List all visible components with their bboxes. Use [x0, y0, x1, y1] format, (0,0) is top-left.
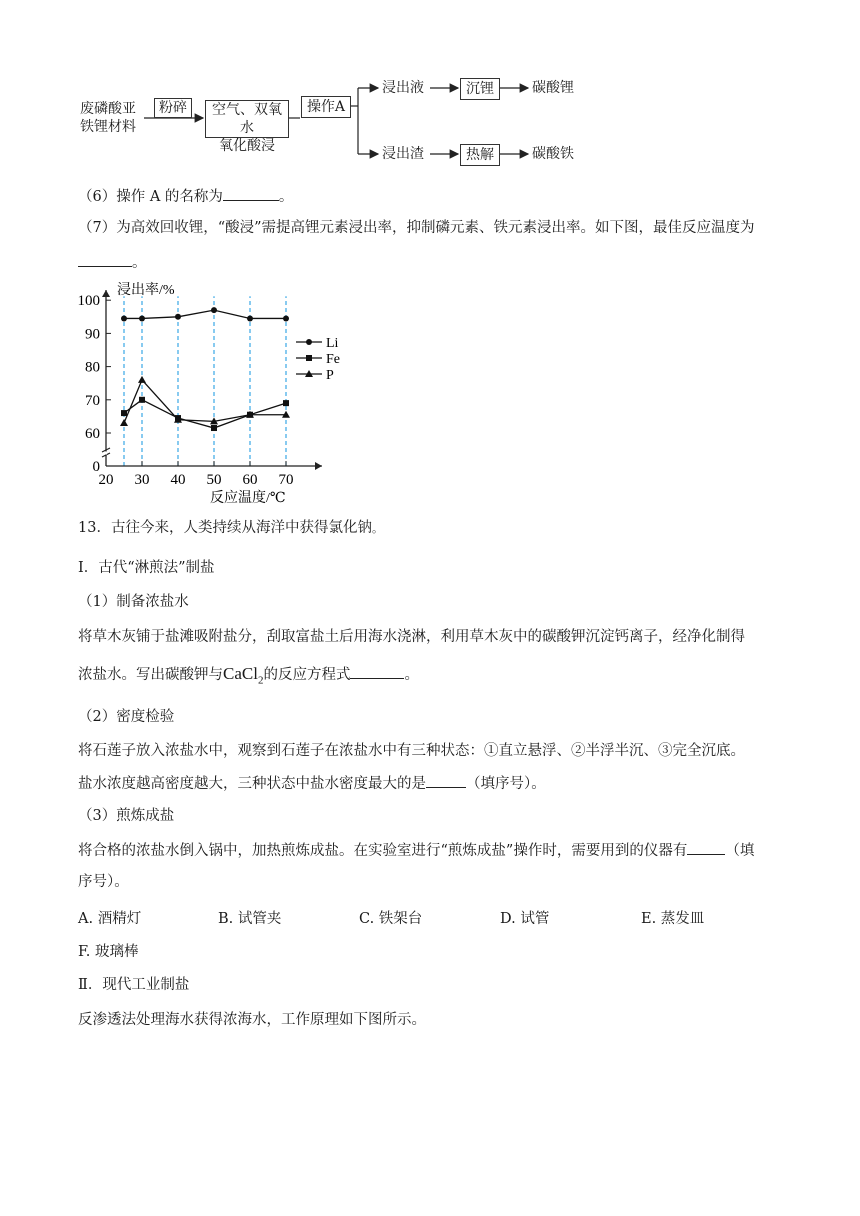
- point-li-3: [211, 307, 217, 313]
- point-li-2: [175, 314, 181, 320]
- point-fe-0: [121, 410, 127, 416]
- y-tick-label-0: 0: [92, 459, 100, 475]
- legend-marker-li: [306, 339, 312, 345]
- part-2-text: 反渗透法处理海水获得浓海水，工作原理如下图所示。: [78, 1012, 426, 1028]
- x-tick-label-3: 50: [206, 472, 222, 488]
- answer-blank-s1[interactable]: [350, 664, 404, 679]
- part-1-heading: Ⅰ．古代“淋煎法”制盐: [78, 560, 215, 576]
- option-b[interactable]: B. 试管夹: [218, 911, 282, 927]
- x-axis-label: 反应温度/℃: [210, 491, 286, 506]
- y-tick-label-4: 90: [85, 326, 100, 343]
- y-axis-label: 浸出率/%: [117, 283, 175, 298]
- formula-cacl2: CaCl$_2$: [223, 664, 264, 687]
- flow-start-material: 废磷酸亚 铁锂材料: [80, 101, 136, 135]
- option-d[interactable]: D. 试管: [500, 911, 550, 927]
- y-tick-label-5: 100: [77, 293, 100, 310]
- step-pyro-box: 热解: [460, 144, 500, 166]
- step-leach-box: 空气、双氧水 氧化酸浸: [205, 100, 289, 138]
- subquestion-3-text: 将合格的浓盐水倒入锅中，加热煎炼成盐。在实验室进行“煎炼成盐”操作时，需要用到的仪器有 （填: [78, 840, 754, 861]
- leach-rate-chart: [70, 276, 360, 508]
- x-tick-label-1: 30: [134, 472, 150, 488]
- point-li-4: [247, 315, 253, 321]
- option-e[interactable]: E. 蒸发皿: [641, 911, 705, 927]
- subquestion-1-text-cont: 浓盐水。写出碳酸钾与CaCl$_2$的反应方程式 。: [78, 664, 419, 687]
- x-tick-label-0: 20: [98, 472, 114, 488]
- subquestion-3-title: （3）煎炼成盐: [78, 808, 175, 824]
- subquestion-1-text: 将草木灰铺于盐滩吸附盐分，刮取富盐土后用海水浇淋，利用草木灰中的碳酸钾沉淀钙离子，经净化制得: [78, 629, 745, 645]
- step-opA-box: 操作A: [301, 96, 351, 118]
- option-a[interactable]: A. 酒精灯: [78, 911, 142, 927]
- legend-label-p: P: [326, 368, 334, 383]
- answer-blank-q7[interactable]: [78, 252, 132, 267]
- option-f[interactable]: F. 玻璃棒: [78, 944, 139, 960]
- x-tick-label-4: 60: [242, 472, 258, 488]
- series-line-p: [124, 380, 286, 423]
- point-fe-3: [211, 425, 217, 431]
- x-axis-arrow: [315, 462, 322, 470]
- point-p-1: [138, 376, 146, 383]
- y-axis-arrow: [102, 290, 110, 297]
- option-c[interactable]: C. 铁架台: [359, 911, 423, 927]
- subquestion-2-title: （2）密度检验: [78, 709, 175, 725]
- residue-label: 浸出渣: [382, 146, 424, 162]
- product-li-label: 碳酸锂: [532, 80, 574, 96]
- series-line-li: [124, 310, 286, 318]
- answer-blank-s3[interactable]: [687, 840, 725, 855]
- legend-label-li: Li: [326, 336, 339, 351]
- flow-connectors: [0, 0, 860, 180]
- question-7: （7）为高效回收锂，“酸浸”需提高锂元素浸出率，抑制磷元素、铁元素浸出率。如下图，最佳反应温度为: [78, 220, 755, 236]
- question-13-title: 13．古往今来，人类持续从海洋中获得氯化钠。: [78, 520, 383, 536]
- part-2-heading: Ⅱ．现代工业制盐: [78, 977, 190, 993]
- point-p-0: [120, 419, 128, 426]
- subquestion-2-text: 将石莲子放入浓盐水中，观察到石莲子在浓盐水中有三种状态：①直立悬浮、②半浮半沉、③完全沉底。: [78, 743, 745, 759]
- answer-blank-q6[interactable]: [223, 186, 279, 201]
- legend-marker-fe: [306, 355, 312, 361]
- question-6: （6）操作 A 的名称为 。: [78, 186, 293, 207]
- subquestion-3-text-cont: 序号）。: [78, 874, 129, 890]
- question-7-cont: 。: [78, 252, 147, 273]
- x-tick-label-5: 70: [278, 472, 294, 488]
- point-li-1: [139, 315, 145, 321]
- x-tick-label-2: 40: [170, 472, 186, 488]
- step-crush-box: 粉碎: [154, 98, 192, 118]
- point-fe-1: [139, 397, 145, 403]
- point-li-5: [283, 315, 289, 321]
- series-line-fe: [124, 400, 286, 428]
- y-tick-label-2: 70: [85, 392, 100, 409]
- subquestion-1-title: （1）制备浓盐水: [78, 594, 189, 610]
- point-li-0: [121, 315, 127, 321]
- step-precip-box: 沉锂: [460, 78, 500, 100]
- product-fe-label: 碳酸铁: [532, 146, 574, 162]
- point-fe-5: [283, 400, 289, 406]
- axis-break-gap: [105, 452, 107, 455]
- liquid-label: 浸出液: [382, 80, 424, 96]
- subquestion-2-text-cont: 盐水浓度越高密度越大，三种状态中盐水密度最大的是 （填序号）。: [78, 773, 546, 794]
- answer-blank-s2[interactable]: [426, 773, 466, 788]
- legend-label-fe: Fe: [326, 352, 340, 367]
- y-tick-label-3: 80: [85, 359, 100, 376]
- y-tick-label-1: 60: [85, 426, 100, 442]
